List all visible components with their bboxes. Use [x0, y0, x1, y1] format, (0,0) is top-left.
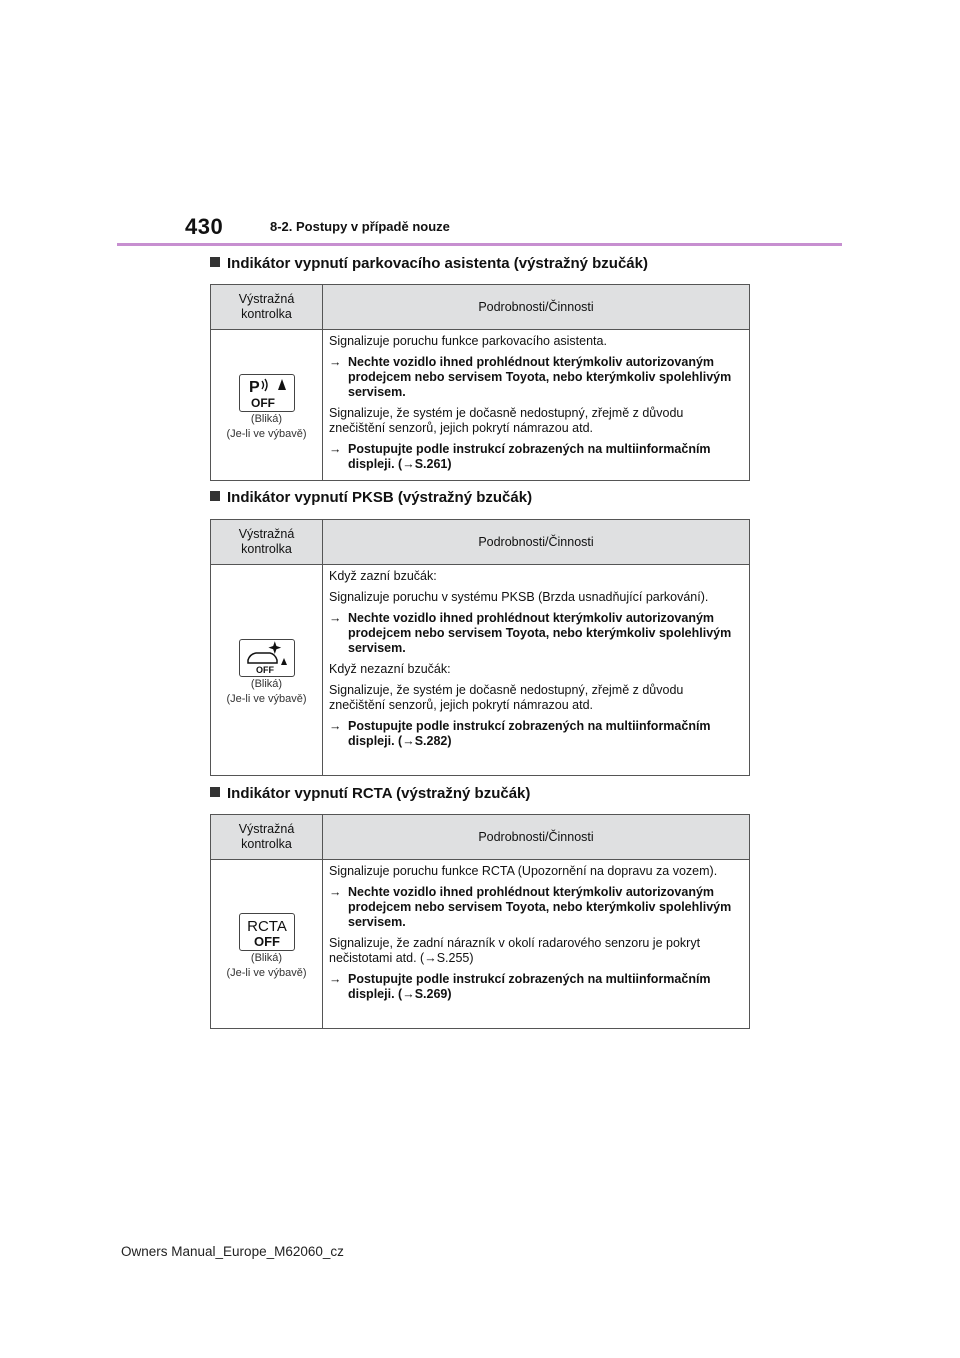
indicator-cell	[211, 565, 323, 776]
action-text: → Postupujte podle instrukcí zobrazených na multiinformačním displeji. (→S.261)	[329, 442, 711, 471]
rcta-off-icon	[239, 913, 295, 951]
section-title-text: Indikátor vypnutí parkovacího asistenta (výstražný bzučák)	[227, 255, 648, 272]
arrow-icon: →	[424, 951, 437, 965]
details-text: Signalizuje, že systém je dočasně nedostupný, zřejmě z důvodu znečištění senzorů, jejich pokrytí námrazou atd.	[329, 683, 684, 712]
parking-assist-off-icon	[239, 374, 295, 412]
svg-text:OFF: OFF	[255, 665, 274, 675]
action-text: → Nechte vozidlo ihned prohlédnout kterýmkoliv autorizovaným prodejcem nebo servisem Toyota, nebo kterýmkoliv spolehlivým servisem.	[329, 885, 732, 929]
indicator-cell	[211, 860, 323, 1029]
arrow-icon: →	[329, 355, 342, 369]
section-title-text: Indikátor vypnutí PKSB (výstražný bzučák)	[227, 489, 533, 506]
column-header-details: Podrobnosti/Činnosti	[323, 520, 750, 565]
header-rule	[117, 243, 842, 246]
arrow-icon: →	[329, 611, 342, 625]
action-text: → Nechte vozidlo ihned prohlédnout kterýmkoliv autorizovaným prodejcem nebo servisem Toyota, nebo kterýmkoliv spolehlivým servisem.	[329, 611, 732, 655]
details-text: Když zazní bzučák:	[329, 569, 437, 583]
svg-text:RCTA: RCTA	[246, 918, 287, 935]
details-cell	[323, 330, 750, 481]
page-reference-link[interactable]: →S.269	[402, 987, 448, 1001]
footer-text: Owners Manual_Europe_M62060_cz	[121, 1244, 344, 1259]
indicator-caption-blink: (Bliká)	[250, 952, 283, 964]
warning-table-parking-assist	[210, 284, 750, 481]
section-bullet	[210, 257, 220, 267]
action-text: → Postupujte podle instrukcí zobrazených na multiinformačním displeji. (→S.269)	[329, 972, 711, 1001]
section-title-parking-assist	[210, 255, 648, 272]
indicator-caption-equipment: (Je-li ve výbavě)	[226, 428, 307, 440]
pksb-off-icon	[239, 639, 295, 677]
details-text: Signalizuje poruchu funkce RCTA (Upozornění na dopravu za vozem).	[329, 864, 718, 878]
section-title-text: Indikátor vypnutí RCTA (výstražný bzučák)	[227, 785, 531, 802]
details-text: Signalizuje poruchu v systému PKSB (Brzda usnadňující parkování).	[329, 590, 709, 604]
chapter-title: 8-2. Postupy v případě nouze	[270, 219, 450, 234]
action-text: → Nechte vozidlo ihned prohlédnout kterýmkoliv autorizovaným prodejcem nebo servisem Toyota, nebo kterýmkoliv spolehlivým servisem.	[329, 355, 732, 399]
details-text: Signalizuje poruchu funkce parkovacího asistenta.	[329, 334, 607, 348]
column-header-indicator: Výstražná kontrolka	[211, 815, 323, 860]
page-number: 430	[185, 214, 224, 239]
section-bullet	[210, 491, 220, 501]
indicator-cell	[211, 330, 323, 481]
details-cell	[323, 565, 750, 776]
arrow-icon: →	[329, 719, 342, 733]
indicator-caption-equipment: (Je-li ve výbavě)	[226, 967, 307, 979]
details-cell	[323, 860, 750, 1029]
svg-text:OFF: OFF	[253, 934, 280, 949]
details-text: Když nezazní bzučák:	[329, 662, 451, 676]
warning-table-pksb	[210, 519, 750, 776]
warning-table-rcta	[210, 814, 750, 1029]
section-bullet	[210, 787, 220, 797]
details-text: Signalizuje, že systém je dočasně nedostupný, zřejmě z důvodu znečištění senzorů, jejich pokrytí námrazou atd.	[329, 406, 684, 435]
page-reference-link[interactable]: →S.282	[402, 734, 448, 748]
svg-text:OFF: OFF	[250, 396, 275, 410]
arrow-icon: →	[329, 442, 342, 456]
indicator-caption-blink: (Bliká)	[250, 413, 283, 425]
page-reference-link[interactable]: S.255	[436, 951, 470, 965]
column-header-details: Podrobnosti/Činnosti	[323, 815, 750, 860]
arrow-icon: →	[329, 972, 342, 986]
column-header-indicator: Výstražná kontrolka	[211, 285, 323, 330]
indicator-caption-equipment: (Je-li ve výbavě)	[226, 693, 307, 705]
indicator-caption-blink: (Bliká)	[250, 678, 283, 690]
action-text: → Postupujte podle instrukcí zobrazených na multiinformačním displeji. (→S.282)	[329, 719, 711, 748]
column-header-details: Podrobnosti/Činnosti	[323, 285, 750, 330]
section-title-pksb	[210, 489, 532, 506]
details-text: Signalizuje, že zadní nárazník v okolí radarového senzoru je pokryt nečistotami atd. (→S.255)	[329, 936, 701, 965]
section-title-rcta	[210, 785, 530, 802]
page-reference-link[interactable]: →S.261	[402, 457, 448, 471]
column-header-indicator: Výstražná kontrolka	[211, 520, 323, 565]
svg-text:P: P	[248, 379, 260, 396]
arrow-icon: →	[329, 885, 342, 899]
